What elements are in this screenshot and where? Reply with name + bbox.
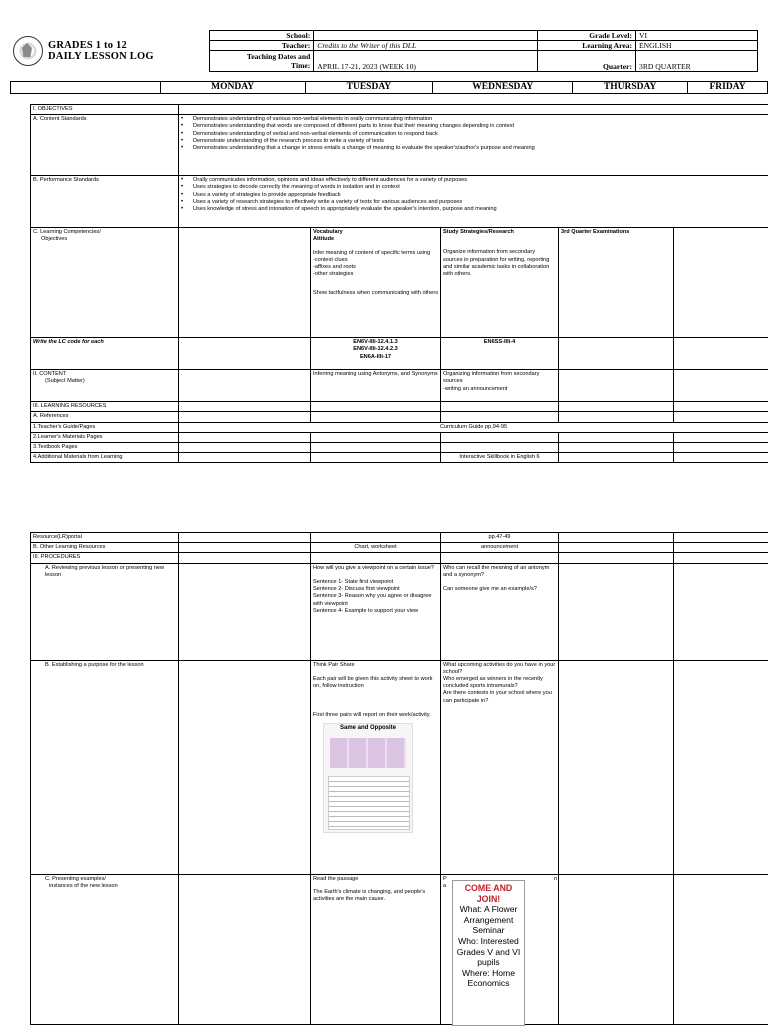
performance-standard-item: • Uses knowledge of stress and intonation of speech to appropriately evaluate the speaker's intention, purpose and meaning xyxy=(193,206,766,213)
other-resources-tuesday: Chart, worksheet xyxy=(311,543,441,553)
dates-label-line2: Time: xyxy=(213,61,310,70)
wednesday-study-head: Study Strategies/Research xyxy=(443,229,556,236)
competencies-label-line2: Objectives xyxy=(33,236,176,243)
performance-standard-item: • Orally communicates information, opinions and ideas effectively to different audiences for a variety of purposes xyxy=(193,177,766,184)
content-standard-item: • Demonstrates understanding that words are composed of different parts to know that their meaning changes depending in context xyxy=(193,123,766,130)
lesson-grid-top xyxy=(30,104,768,463)
dates-label-line1: Teaching Dates and xyxy=(213,52,310,61)
references-label: A. References xyxy=(31,412,179,422)
worksheet-answer-lines xyxy=(328,776,410,830)
quarter-value: 3RD QUARTER xyxy=(636,51,758,72)
competencies-wednesday xyxy=(441,228,559,338)
school-value xyxy=(314,31,538,41)
proc-c-tuesday-line1: Read the passage xyxy=(313,876,438,883)
title-line1: GRADES 1 to 12 xyxy=(48,40,154,51)
other-resources-wednesday: announcement xyxy=(441,543,559,553)
proc-c-label-line1: C. Presenting examples/ xyxy=(45,876,176,883)
objectives-heading: I. OBJECTIVES xyxy=(31,105,179,115)
lc-thursday xyxy=(559,338,674,370)
lm-label: 2.Learner's Materials Pages xyxy=(31,432,179,442)
deped-seal-icon xyxy=(13,36,43,66)
performance-standard-item: • Uses a variety of research strategies to effectively write a variety of texts for various audiences and purposes xyxy=(193,199,766,206)
content-standard-item: • Demonstrates understanding of verbal and non-verbal elements of communication to respond back xyxy=(193,131,766,138)
content-thursday xyxy=(559,370,674,402)
area-label: Learning Area: xyxy=(538,41,636,51)
tg-value: Curriculum Guide pp.94-95 xyxy=(179,422,768,432)
performance-standards xyxy=(179,176,768,228)
performance-standard-item: • Uses strategies to decode correctly the meaning of words in isolation and in context xyxy=(193,184,766,191)
proc-c-label xyxy=(31,874,179,1024)
poster-headline: COME AND JOIN! xyxy=(453,883,524,904)
procedures-heading: III. PROCEDURES xyxy=(31,553,179,563)
lc-monday xyxy=(179,338,311,370)
content-standards-label: A. Content Standards xyxy=(31,115,179,176)
proc-a-tuesday: How will you give a viewpoint on a certain issue? Sentence 1- State first viewpoint Sentence 2- Discuss first viewpoint Sentence 3- Reason why you agree or disagree with viewpoint Sentence 4- Example to support your view xyxy=(311,563,441,660)
lc-wednesday: EN6SS-IIIi-4 xyxy=(441,338,559,370)
grade-value: VI xyxy=(636,31,758,41)
poster-where: Where: Home Economics xyxy=(453,968,524,989)
proc-c-tuesday xyxy=(311,874,441,1024)
day-tuesday: TUESDAY xyxy=(305,82,433,94)
day-monday: MONDAY xyxy=(160,82,305,94)
competencies-thursday: 3rd Quarter Examinations xyxy=(559,228,674,338)
resources-heading: III. LEARNING RESOURCES xyxy=(31,402,179,412)
proc-c-label-line2: instances of the new lesson xyxy=(45,883,176,890)
other-resources-label: B. Other Learning Resources xyxy=(31,543,179,553)
day-header xyxy=(10,81,768,94)
proc-b-tuesday-text: Think Pair Share Each pair will be given this activity sheet to work on, follow instruction First three pairs will report on their work/activity. xyxy=(313,662,438,720)
competencies-label xyxy=(31,228,179,338)
content-label-line1: II. CONTENT xyxy=(33,371,176,378)
content-standard-item: • Demonstrates understanding that a change in stress entails a change of meaning to evaluate the speaker's/author's purpose and meaning xyxy=(193,145,766,152)
day-friday: FRIDAY xyxy=(688,82,768,94)
tuesday-attitude-text: Show tactfulness when communicating with others xyxy=(313,290,438,297)
competencies-monday xyxy=(179,228,311,338)
proc-c-tuesday-line2: The Earth's climate is changing, and people's activities are the main cause. xyxy=(313,889,438,903)
teacher-value: Credits to the Writer of this DLL xyxy=(314,41,538,51)
content-friday xyxy=(674,370,768,402)
lc-tuesday xyxy=(311,338,441,370)
proc-c-wednesday-fragment: P xyxy=(443,876,556,883)
proc-c-wednesday-fragment: a xyxy=(443,883,556,890)
lc-code: EN6V-IIIi-12.4.2.3 xyxy=(313,346,438,353)
tuesday-vocab-head: Vocabulary xyxy=(313,229,438,236)
dates-label xyxy=(210,51,314,72)
competencies-label-line1: C. Learning Competencies/ xyxy=(33,229,176,236)
proc-b-tuesday xyxy=(311,660,441,874)
content-standard-item: • Demonstrate understanding of the research process to write a variety of texts xyxy=(193,138,766,145)
area-value: ENGLISH xyxy=(636,41,758,51)
tuesday-attitude-head: Attitude xyxy=(313,236,438,243)
poster-what: What: A Flower Arrangement Seminar xyxy=(453,904,524,936)
day-wednesday: WEDNESDAY xyxy=(433,82,573,94)
header-logo-cell xyxy=(10,31,210,72)
content-label-line2: (Subject Matter) xyxy=(33,378,176,385)
worksheet-title: Same and Opposite xyxy=(324,724,412,732)
content-wednesday: Organizing information from secondary sources -writing an announcement xyxy=(441,370,559,402)
am-value: Interactive Skillbook in English 6 xyxy=(441,453,559,463)
performance-standard-item: • Uses a variety of strategies to provide appropriate feedback xyxy=(193,192,766,199)
content-tuesday: Inferring meaning using Antonyms, and Synonyms xyxy=(311,370,441,402)
lc-code: EN6A-IIIi-17 xyxy=(313,354,438,361)
proc-b-wednesday: What upcoming activities do you have in your school? Who emerged as winners in the recently concluded sports intramurals? Are there contests in your school where you can participate in? xyxy=(441,660,559,874)
proc-b-label: B. Establishing a purpose for the lesson xyxy=(31,660,179,874)
day-header-blank xyxy=(11,82,161,94)
proc-a-wednesday: Who can recall the meaning of an antonym and a synonym? Can someone give me an example/s? xyxy=(441,563,559,660)
lc-code-label: Write the LC code for each xyxy=(31,338,179,370)
quarter-label: Quarter: xyxy=(538,51,636,72)
am-label: 4.Additional Materials from Learning xyxy=(31,453,179,463)
competencies-tuesday xyxy=(311,228,441,338)
poster-who: Who: Interested Grades V and VI pupils xyxy=(453,936,524,968)
content-standard-item: • Demonstrates understanding of various non-verbal elements in orally communicating information xyxy=(193,116,766,123)
teacher-label: Teacher: xyxy=(210,41,314,51)
competencies-friday xyxy=(674,228,768,338)
performance-standards-label: B. Performance Standards xyxy=(31,176,179,228)
day-thursday: THURSDAY xyxy=(573,82,688,94)
lr-portal-value: pp.47-49 xyxy=(441,533,559,543)
lc-friday xyxy=(674,338,768,370)
dates-value: APRIL 17-21, 2023 (WEEK 10) xyxy=(314,51,538,72)
wednesday-competency-text: Organize information from secondary sources in preparation for writing, reporting and similar academic tasks in collaboration with others. xyxy=(443,249,556,278)
content-monday xyxy=(179,370,311,402)
lesson-grid-bottom xyxy=(30,532,768,1025)
content-label xyxy=(31,370,179,402)
objectives-heading-blank xyxy=(179,105,768,115)
proc-c-wednesday-fragment: n xyxy=(554,876,557,883)
tb-label: 3.Textbook Pages xyxy=(31,443,179,453)
title-line2: DAILY LESSON LOG xyxy=(48,51,154,62)
tg-label: 1.Teacher's Guide/Pages xyxy=(31,422,179,432)
worksheet-word-grid xyxy=(330,738,406,768)
school-label: School: xyxy=(210,31,314,41)
content-standards xyxy=(179,115,768,176)
worksheet-image xyxy=(323,723,413,833)
proc-a-label: A. Reviewing previous lesson or presenting new lesson xyxy=(31,563,179,660)
tuesday-competency-text: Infer meaning of content of specific terms using -context clues -affixes and roots -other strategies xyxy=(313,250,438,279)
header-table xyxy=(10,30,758,72)
lr-portal-label: Resource(LR)portal xyxy=(31,533,179,543)
grade-label: Grade Level: xyxy=(538,31,636,41)
announcement-poster xyxy=(452,880,525,1026)
lc-code: EN6V-IIIi-12.4.1.3 xyxy=(313,339,438,346)
